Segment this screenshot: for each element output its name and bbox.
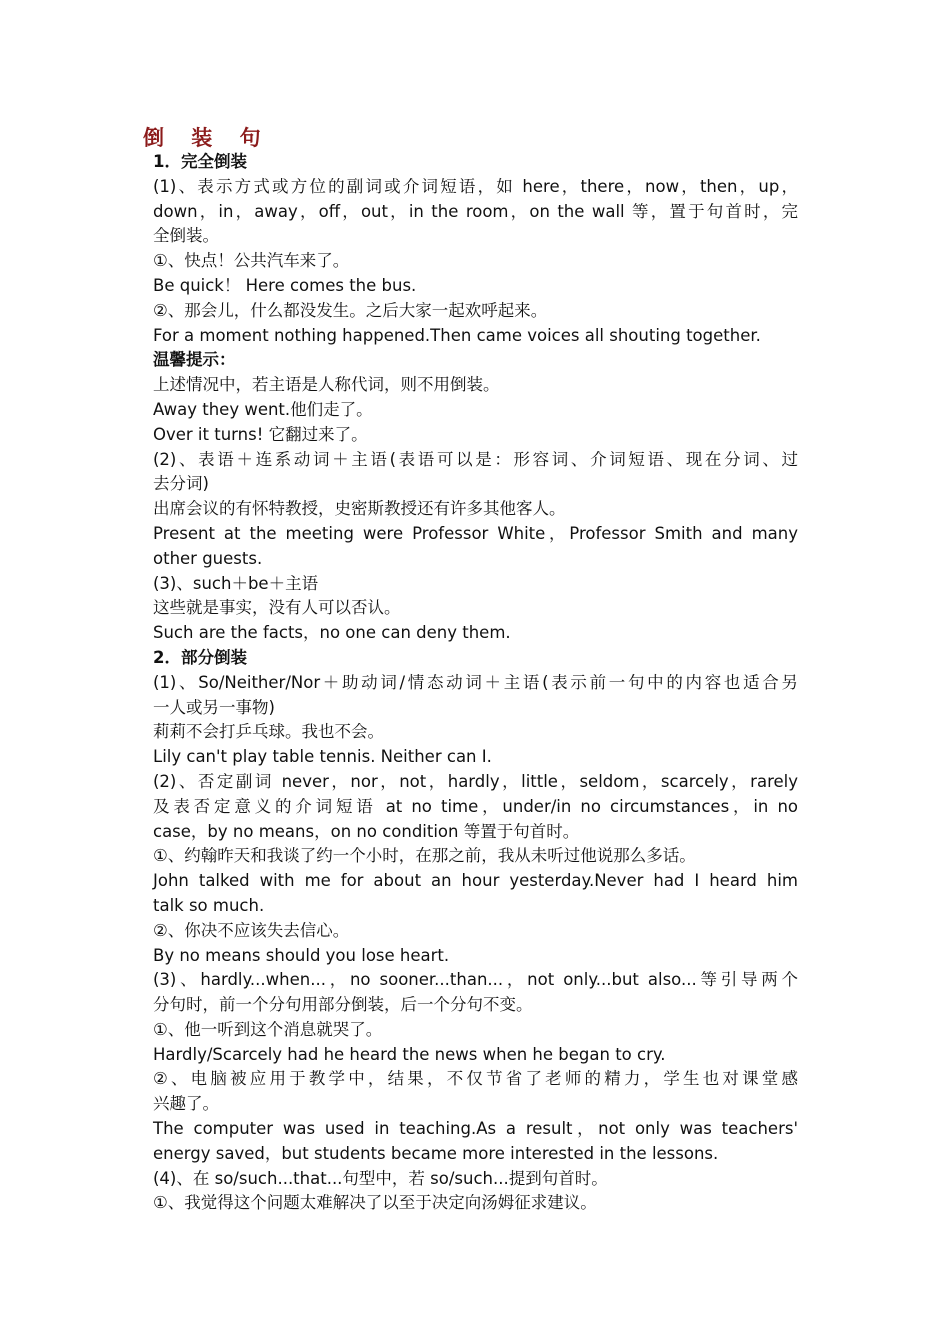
text-line: (3)、hardly...when...，no sooner...than...，not only...but also...等引导两个 xyxy=(153,970,798,990)
section-heading: 2．部分倒装 xyxy=(153,647,247,667)
text-line: Lily can't play table tennis. Neither can I. xyxy=(153,747,492,767)
text-line: talk so much. xyxy=(153,895,265,915)
text-line: ②、那会儿，什么都没发生。之后大家一起欢呼起来。 xyxy=(153,300,548,320)
text-line: The computer was used in teaching.As a result，not only was teachers' xyxy=(153,1119,798,1139)
text-line: energy saved，but students became more interested in the lessons. xyxy=(153,1143,719,1163)
text-line: (2)、否定副词 never，nor，not，hardly，little，seldom，scarcely，rarely xyxy=(153,771,798,791)
text-line: 上述情况中，若主语是人称代词，则不用倒装。 xyxy=(153,375,500,395)
text-line: Over it turns! 它翻过来了。 xyxy=(153,424,368,444)
text-line: By no means should you lose heart. xyxy=(153,945,450,965)
text-line: 及表否定意义的介词短语 at no time，under/in no circumstances，in no xyxy=(153,796,798,816)
document-body xyxy=(153,150,798,1216)
text-line: ①、他一听到这个消息就哭了。 xyxy=(153,1019,383,1039)
text-line: 莉莉不会打乒乓球。我也不会。 xyxy=(153,722,384,742)
section-heading: 温馨提示： xyxy=(153,350,236,370)
text-line: Be quick！ Here comes the bus. xyxy=(153,275,417,295)
text-line: (3)、such＋be＋主语 xyxy=(153,573,319,593)
text-line: ①、约翰昨天和我谈了约一个小时，在那之前，我从未听过他说那么多话。 xyxy=(153,846,696,866)
text-line: 这些就是事实，没有人可以否认。 xyxy=(153,598,401,618)
text-line: 兴趣了。 xyxy=(153,1094,219,1114)
text-line: (2)、表语＋连系动词＋主语(表语可以是：形容词、介词短语、现在分词、过 xyxy=(153,449,798,469)
text-line: Hardly/Scarcely had he heard the news when he began to cry. xyxy=(153,1044,666,1064)
text-line: John talked with me for about an hour yesterday.Never had I heard him xyxy=(153,871,798,891)
text-line: case，by no means，on no condition 等置于句首时。 xyxy=(153,821,580,841)
text-line: other guests. xyxy=(153,548,263,568)
text-line: ②、电脑被应用于教学中，结果，不仅节省了老师的精力，学生也对课堂感 xyxy=(153,1069,798,1089)
text-line: down，in，away，off，out，in the room，on the wall 等，置于句首时，完 xyxy=(153,201,798,221)
text-line: 全倒装。 xyxy=(153,226,219,246)
text-line: 一人或另一事物) xyxy=(153,697,275,717)
text-line: Present at the meeting were Professor White，Professor Smith and many xyxy=(153,523,798,543)
text-line: (1)、表示方式或方位的副词或介词短语，如 here，there，now，then，up， xyxy=(153,176,798,196)
text-line: ①、我觉得这个问题太难解决了以至于决定向汤姆征求建议。 xyxy=(153,1193,597,1213)
text-line: Such are the facts，no one can deny them. xyxy=(153,623,511,643)
text-line: For a moment nothing happened.Then came voices all shouting together. xyxy=(153,325,761,345)
text-line: Away they went.他们走了。 xyxy=(153,399,373,419)
section-heading: 1．完全倒装 xyxy=(153,152,247,171)
page-title: 倒 装 句 xyxy=(143,125,271,150)
text-line: 分句时，前一个分句用部分倒装，后一个分句不变。 xyxy=(153,995,533,1015)
text-line: 去分词) xyxy=(153,474,209,494)
text-line: ②、你决不应该失去信心。 xyxy=(153,920,350,940)
text-line: (4)、在 so/such...that...句型中，若 so/such...提到句首时。 xyxy=(153,1168,608,1188)
text-line: ①、快点！公共汽车来了。 xyxy=(153,251,350,271)
text-line: 出席会议的有怀特教授，史密斯教授还有许多其他客人。 xyxy=(153,499,566,519)
text-line: (1)、So/Neither/Nor＋助动词/情态动词＋主语(表示前一句中的内容也适合另 xyxy=(153,672,798,692)
